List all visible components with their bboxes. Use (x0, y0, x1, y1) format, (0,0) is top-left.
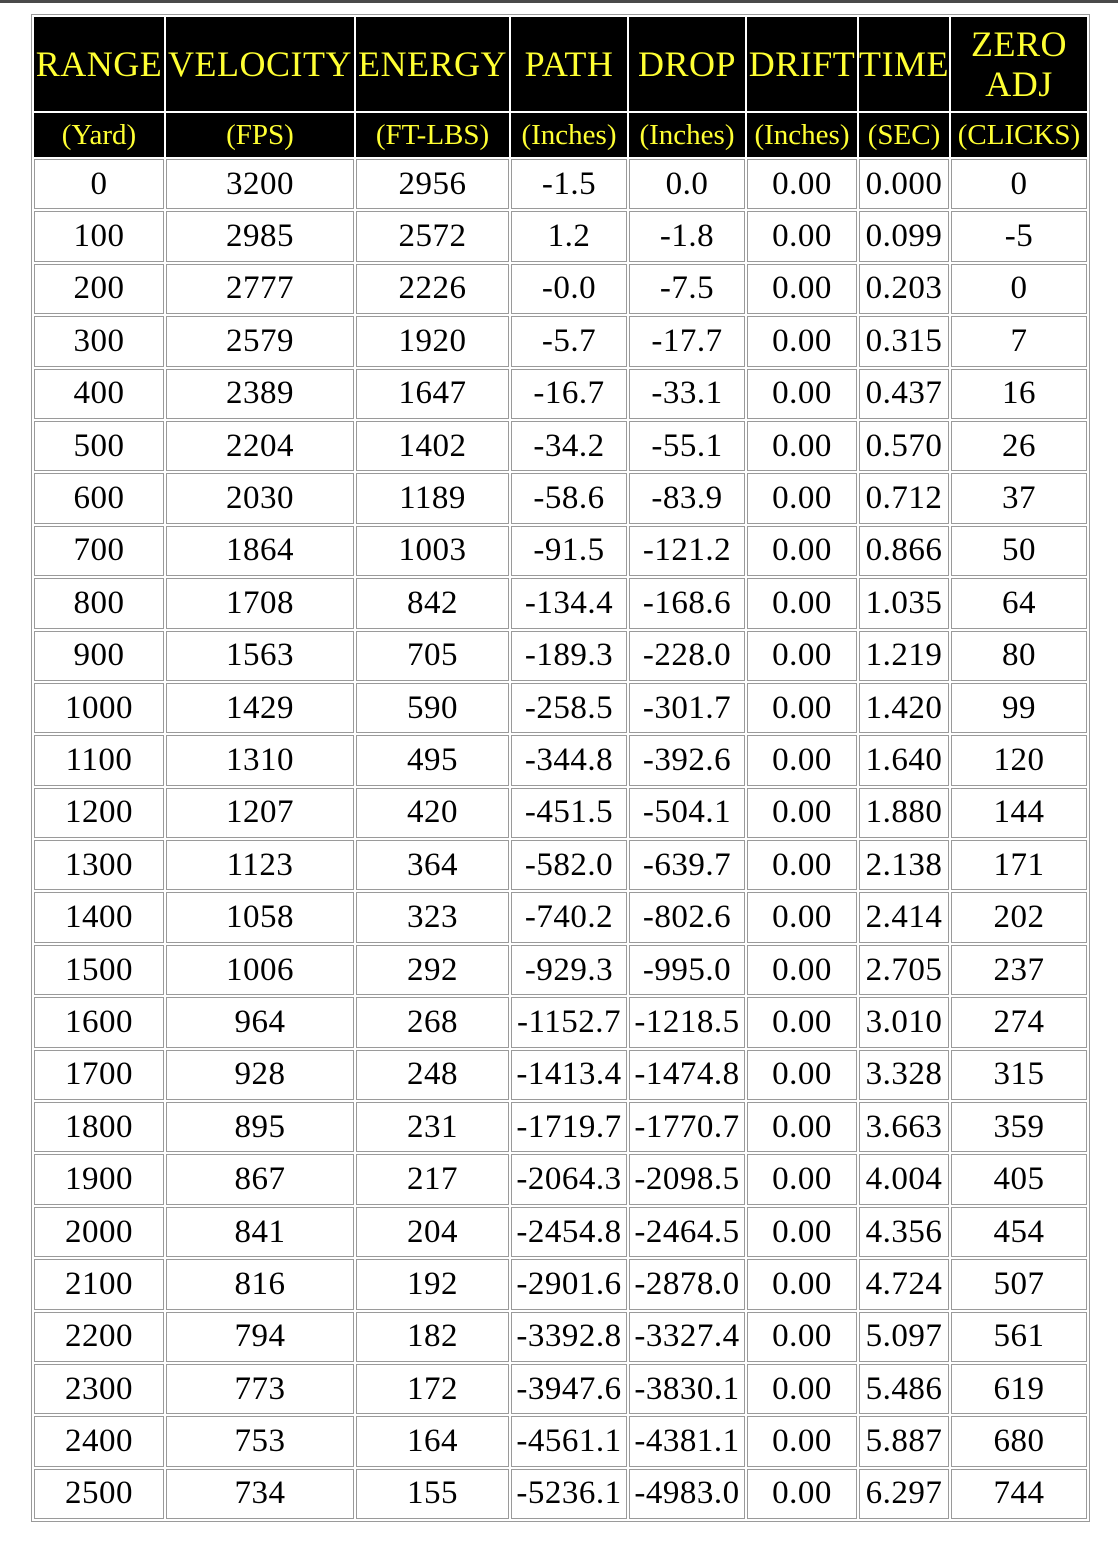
cell-range: 1100 (34, 735, 164, 785)
table-row (34, 421, 1087, 471)
unit-drop: (Inches) (629, 113, 745, 157)
cell-path: 1.2 (511, 211, 627, 261)
cell-drift: 0.00 (747, 1312, 857, 1362)
cell-path: -2454.8 (511, 1207, 627, 1257)
table-row (34, 945, 1087, 995)
cell-time: 3.328 (859, 1050, 949, 1100)
table-row (34, 159, 1087, 209)
header-path: PATH (511, 17, 627, 111)
cell-time: 4.724 (859, 1259, 949, 1309)
cell-drift: 0.00 (747, 1050, 857, 1100)
cell-drop: -228.0 (629, 631, 745, 681)
cell-drop: -392.6 (629, 735, 745, 785)
cell-velocity: 867 (166, 1154, 354, 1204)
table-row (34, 369, 1087, 419)
cell-drift: 0.00 (747, 1102, 857, 1152)
unit-zero-adj: (CLICKS) (951, 113, 1087, 157)
cell-drift: 0.00 (747, 945, 857, 995)
cell-zero-adj: 359 (951, 1102, 1087, 1152)
cell-time: 1.880 (859, 788, 949, 838)
cell-zero-adj: 619 (951, 1364, 1087, 1414)
cell-velocity: 3200 (166, 159, 354, 209)
header-velocity: VELOCITY (166, 17, 354, 111)
cell-zero-adj: 237 (951, 945, 1087, 995)
cell-time: 4.004 (859, 1154, 949, 1204)
cell-velocity: 1207 (166, 788, 354, 838)
cell-velocity: 1123 (166, 840, 354, 890)
cell-path: -258.5 (511, 683, 627, 733)
header-drop: DROP (629, 17, 745, 111)
cell-zero-adj: 315 (951, 1050, 1087, 1100)
cell-energy: 268 (356, 997, 509, 1047)
cell-drop: -83.9 (629, 473, 745, 523)
header-time: TIME (859, 17, 949, 111)
cell-drop: -2878.0 (629, 1259, 745, 1309)
cell-velocity: 2389 (166, 369, 354, 419)
cell-velocity: 794 (166, 1312, 354, 1362)
cell-range: 1500 (34, 945, 164, 995)
cell-zero-adj: 454 (951, 1207, 1087, 1257)
cell-velocity: 2204 (166, 421, 354, 471)
cell-velocity: 2985 (166, 211, 354, 261)
table-row (34, 1154, 1087, 1204)
cell-velocity: 964 (166, 997, 354, 1047)
cell-drift: 0.00 (747, 1364, 857, 1414)
header-drift: DRIFT (747, 17, 857, 111)
cell-drop: -639.7 (629, 840, 745, 890)
cell-velocity: 1006 (166, 945, 354, 995)
cell-time: 0.712 (859, 473, 949, 523)
header-zero-adj: ZERO ADJ (951, 17, 1087, 111)
cell-drop: -3327.4 (629, 1312, 745, 1362)
cell-drop: -1770.7 (629, 1102, 745, 1152)
cell-zero-adj: 274 (951, 997, 1087, 1047)
cell-zero-adj: 64 (951, 578, 1087, 628)
cell-energy: 2956 (356, 159, 509, 209)
cell-range: 600 (34, 473, 164, 523)
unit-path: (Inches) (511, 113, 627, 157)
cell-path: -16.7 (511, 369, 627, 419)
cell-time: 2.138 (859, 840, 949, 890)
header-energy: ENERGY (356, 17, 509, 111)
table-row (34, 264, 1087, 314)
cell-drift: 0.00 (747, 211, 857, 261)
table-row (34, 631, 1087, 681)
cell-zero-adj: 99 (951, 683, 1087, 733)
table-row (34, 892, 1087, 942)
cell-zero-adj: 16 (951, 369, 1087, 419)
cell-energy: 231 (356, 1102, 509, 1152)
cell-velocity: 2579 (166, 316, 354, 366)
cell-range: 2500 (34, 1469, 164, 1519)
cell-time: 3.663 (859, 1102, 949, 1152)
cell-zero-adj: 744 (951, 1469, 1087, 1519)
cell-drop: -33.1 (629, 369, 745, 419)
cell-velocity: 2030 (166, 473, 354, 523)
cell-path: -1.5 (511, 159, 627, 209)
table-row (34, 1207, 1087, 1257)
cell-zero-adj: 120 (951, 735, 1087, 785)
cell-path: -1413.4 (511, 1050, 627, 1100)
cell-drift: 0.00 (747, 316, 857, 366)
cell-range: 2300 (34, 1364, 164, 1414)
cell-zero-adj: 26 (951, 421, 1087, 471)
cell-energy: 590 (356, 683, 509, 733)
table-row (34, 473, 1087, 523)
table-row (34, 316, 1087, 366)
table-row (34, 1364, 1087, 1414)
units-row (34, 113, 1087, 157)
table-row (34, 578, 1087, 628)
cell-energy: 1920 (356, 316, 509, 366)
table-row (34, 1469, 1087, 1519)
table-row (34, 211, 1087, 261)
cell-path: -5236.1 (511, 1469, 627, 1519)
cell-zero-adj: 202 (951, 892, 1087, 942)
cell-time: 4.356 (859, 1207, 949, 1257)
cell-range: 400 (34, 369, 164, 419)
cell-energy: 2226 (356, 264, 509, 314)
cell-velocity: 773 (166, 1364, 354, 1414)
cell-time: 5.097 (859, 1312, 949, 1362)
cell-drop: -7.5 (629, 264, 745, 314)
cell-drift: 0.00 (747, 788, 857, 838)
cell-time: 2.414 (859, 892, 949, 942)
cell-zero-adj: 680 (951, 1416, 1087, 1466)
cell-zero-adj: -5 (951, 211, 1087, 261)
cell-velocity: 2777 (166, 264, 354, 314)
cell-drop: -802.6 (629, 892, 745, 942)
table-row (34, 1102, 1087, 1152)
cell-time: 0.437 (859, 369, 949, 419)
cell-energy: 164 (356, 1416, 509, 1466)
cell-drift: 0.00 (747, 735, 857, 785)
cell-drop: -301.7 (629, 683, 745, 733)
cell-energy: 217 (356, 1154, 509, 1204)
cell-drop: -3830.1 (629, 1364, 745, 1414)
cell-energy: 323 (356, 892, 509, 942)
cell-energy: 1647 (356, 369, 509, 419)
cell-zero-adj: 171 (951, 840, 1087, 890)
cell-range: 300 (34, 316, 164, 366)
cell-drop: -4983.0 (629, 1469, 745, 1519)
cell-range: 2400 (34, 1416, 164, 1466)
cell-zero-adj: 0 (951, 264, 1087, 314)
cell-range: 900 (34, 631, 164, 681)
cell-energy: 420 (356, 788, 509, 838)
cell-velocity: 816 (166, 1259, 354, 1309)
cell-energy: 172 (356, 1364, 509, 1414)
cell-path: -0.0 (511, 264, 627, 314)
cell-path: -91.5 (511, 526, 627, 576)
cell-time: 1.035 (859, 578, 949, 628)
cell-path: -4561.1 (511, 1416, 627, 1466)
cell-energy: 248 (356, 1050, 509, 1100)
cell-range: 200 (34, 264, 164, 314)
cell-drop: -168.6 (629, 578, 745, 628)
cell-path: -1719.7 (511, 1102, 627, 1152)
cell-energy: 204 (356, 1207, 509, 1257)
cell-time: 6.297 (859, 1469, 949, 1519)
cell-drift: 0.00 (747, 1469, 857, 1519)
cell-zero-adj: 80 (951, 631, 1087, 681)
cell-energy: 1189 (356, 473, 509, 523)
cell-velocity: 1563 (166, 631, 354, 681)
cell-energy: 155 (356, 1469, 509, 1519)
cell-velocity: 1429 (166, 683, 354, 733)
cell-energy: 1402 (356, 421, 509, 471)
unit-range: (Yard) (34, 113, 164, 157)
cell-drop: -121.2 (629, 526, 745, 576)
table-row (34, 735, 1087, 785)
cell-drop: -17.7 (629, 316, 745, 366)
cell-energy: 2572 (356, 211, 509, 261)
cell-drop: -2098.5 (629, 1154, 745, 1204)
cell-path: -344.8 (511, 735, 627, 785)
table-row (34, 788, 1087, 838)
cell-velocity: 895 (166, 1102, 354, 1152)
cell-velocity: 734 (166, 1469, 354, 1519)
cell-energy: 495 (356, 735, 509, 785)
cell-path: -189.3 (511, 631, 627, 681)
cell-path: -929.3 (511, 945, 627, 995)
cell-drift: 0.00 (747, 892, 857, 942)
cell-velocity: 1310 (166, 735, 354, 785)
cell-drift: 0.00 (747, 421, 857, 471)
cell-drift: 0.00 (747, 1416, 857, 1466)
table-row (34, 1050, 1087, 1100)
cell-time: 3.010 (859, 997, 949, 1047)
cell-time: 5.486 (859, 1364, 949, 1414)
top-rule (0, 0, 1118, 3)
cell-zero-adj: 507 (951, 1259, 1087, 1309)
cell-path: -582.0 (511, 840, 627, 890)
cell-range: 700 (34, 526, 164, 576)
cell-path: -451.5 (511, 788, 627, 838)
table-row (34, 1312, 1087, 1362)
table-row (34, 683, 1087, 733)
cell-path: -3947.6 (511, 1364, 627, 1414)
cell-drift: 0.00 (747, 1207, 857, 1257)
table-row (34, 1259, 1087, 1309)
cell-velocity: 841 (166, 1207, 354, 1257)
cell-drift: 0.00 (747, 683, 857, 733)
cell-range: 1400 (34, 892, 164, 942)
cell-range: 2000 (34, 1207, 164, 1257)
cell-drop: -2464.5 (629, 1207, 745, 1257)
table-body (34, 159, 1087, 1519)
unit-drift: (Inches) (747, 113, 857, 157)
cell-drift: 0.00 (747, 369, 857, 419)
cell-path: -58.6 (511, 473, 627, 523)
cell-time: 5.887 (859, 1416, 949, 1466)
cell-path: -134.4 (511, 578, 627, 628)
cell-time: 0.315 (859, 316, 949, 366)
cell-drift: 0.00 (747, 473, 857, 523)
cell-time: 1.219 (859, 631, 949, 681)
cell-drift: 0.00 (747, 1259, 857, 1309)
cell-range: 2200 (34, 1312, 164, 1362)
cell-drift: 0.00 (747, 840, 857, 890)
cell-drift: 0.00 (747, 1154, 857, 1204)
cell-drop: -1218.5 (629, 997, 745, 1047)
cell-path: -740.2 (511, 892, 627, 942)
cell-range: 800 (34, 578, 164, 628)
unit-velocity: (FPS) (166, 113, 354, 157)
cell-energy: 1003 (356, 526, 509, 576)
cell-path: -3392.8 (511, 1312, 627, 1362)
cell-time: 0.203 (859, 264, 949, 314)
table-row (34, 1416, 1087, 1466)
cell-zero-adj: 144 (951, 788, 1087, 838)
cell-drop: -1474.8 (629, 1050, 745, 1100)
cell-range: 100 (34, 211, 164, 261)
table-header (34, 17, 1087, 157)
cell-energy: 292 (356, 945, 509, 995)
cell-energy: 842 (356, 578, 509, 628)
cell-energy: 182 (356, 1312, 509, 1362)
cell-path: -5.7 (511, 316, 627, 366)
cell-time: 1.420 (859, 683, 949, 733)
cell-drift: 0.00 (747, 526, 857, 576)
cell-zero-adj: 7 (951, 316, 1087, 366)
cell-drift: 0.00 (747, 578, 857, 628)
cell-zero-adj: 0 (951, 159, 1087, 209)
cell-time: 0.000 (859, 159, 949, 209)
table-row (34, 997, 1087, 1047)
header-row (34, 17, 1087, 111)
cell-energy: 364 (356, 840, 509, 890)
cell-path: -34.2 (511, 421, 627, 471)
cell-time: 0.570 (859, 421, 949, 471)
cell-zero-adj: 37 (951, 473, 1087, 523)
cell-velocity: 1058 (166, 892, 354, 942)
cell-drift: 0.00 (747, 997, 857, 1047)
table-row (34, 526, 1087, 576)
cell-velocity: 753 (166, 1416, 354, 1466)
cell-path: -1152.7 (511, 997, 627, 1047)
cell-range: 1300 (34, 840, 164, 890)
cell-drop: -995.0 (629, 945, 745, 995)
cell-drop: -55.1 (629, 421, 745, 471)
cell-range: 2100 (34, 1259, 164, 1309)
cell-drop: -4381.1 (629, 1416, 745, 1466)
cell-drift: 0.00 (747, 264, 857, 314)
ballistics-table (31, 14, 1090, 1522)
cell-zero-adj: 50 (951, 526, 1087, 576)
cell-range: 1700 (34, 1050, 164, 1100)
cell-energy: 705 (356, 631, 509, 681)
cell-drift: 0.00 (747, 631, 857, 681)
cell-range: 500 (34, 421, 164, 471)
cell-drop: -1.8 (629, 211, 745, 261)
cell-drop: 0.0 (629, 159, 745, 209)
cell-time: 0.866 (859, 526, 949, 576)
unit-time: (SEC) (859, 113, 949, 157)
cell-velocity: 928 (166, 1050, 354, 1100)
cell-range: 1600 (34, 997, 164, 1047)
cell-path: -2064.3 (511, 1154, 627, 1204)
cell-velocity: 1708 (166, 578, 354, 628)
cell-range: 1800 (34, 1102, 164, 1152)
cell-time: 1.640 (859, 735, 949, 785)
header-range: RANGE (34, 17, 164, 111)
cell-zero-adj: 405 (951, 1154, 1087, 1204)
table-row (34, 840, 1087, 890)
cell-range: 1000 (34, 683, 164, 733)
unit-energy: (FT-LBS) (356, 113, 509, 157)
cell-velocity: 1864 (166, 526, 354, 576)
cell-range: 1900 (34, 1154, 164, 1204)
cell-drift: 0.00 (747, 159, 857, 209)
cell-path: -2901.6 (511, 1259, 627, 1309)
cell-range: 0 (34, 159, 164, 209)
cell-time: 0.099 (859, 211, 949, 261)
cell-energy: 192 (356, 1259, 509, 1309)
cell-range: 1200 (34, 788, 164, 838)
cell-time: 2.705 (859, 945, 949, 995)
cell-zero-adj: 561 (951, 1312, 1087, 1362)
cell-drop: -504.1 (629, 788, 745, 838)
